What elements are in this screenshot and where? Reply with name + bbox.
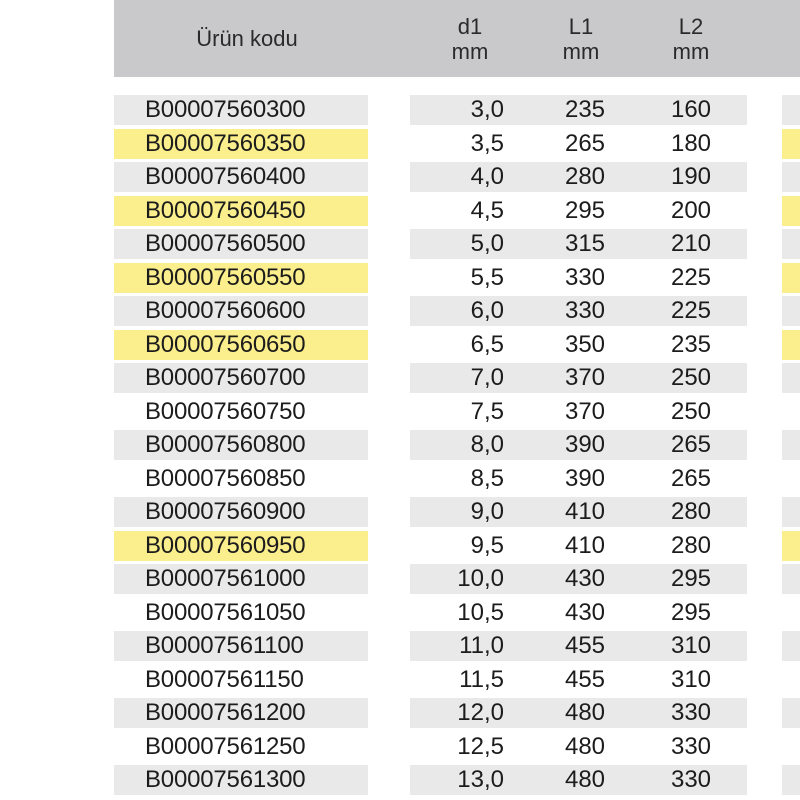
dimension-cells [410,296,747,326]
table-row [0,94,800,128]
l1-cell: 410 [564,498,606,525]
next-column-edge [782,598,800,628]
column-header-unit: mm [672,38,710,64]
product-code-cell: B00007560650 [114,330,368,360]
l2-cell: 250 [670,364,712,391]
table-row [0,563,800,597]
column-header-unit: mm [562,38,600,64]
d1-cell: 7,0 [470,364,504,391]
dimension-cells [410,330,747,360]
product-code-cell: B00007560350 [114,129,368,159]
l2-cell: 310 [670,665,712,693]
d1-cell: 5,0 [470,230,504,257]
column-header-label: Ürün kodu [196,26,298,51]
product-code-cell: B00007560400 [114,162,368,192]
d1-cell: 12,5 [457,732,504,760]
column-header-l1 [527,0,635,77]
product-code-cell: B00007561000 [114,564,368,594]
l1-cell: 480 [564,699,606,726]
table-row [0,731,800,765]
table-row [0,496,800,530]
dimension-cells [410,698,747,728]
d1-cell: 7,5 [470,397,504,425]
table-row [0,362,800,396]
l2-cell: 235 [670,330,712,358]
next-column-edge [782,296,800,326]
l1-cell: 430 [564,598,606,626]
dimension-cells [410,430,747,460]
l2-cell: 200 [670,196,712,224]
next-column-edge [782,497,800,527]
l1-cell: 390 [564,464,606,492]
l2-cell: 160 [670,96,712,123]
table-row [0,463,800,497]
next-column-edge [782,698,800,728]
column-header-unit: mm [451,38,489,64]
d1-cell: 9,5 [470,531,504,559]
l2-cell: 310 [670,632,712,659]
product-code-cell: B00007560300 [114,95,368,125]
dimension-cells [410,129,747,159]
column-header-label: L1 [568,13,594,39]
next-column-edge [782,430,800,460]
table-row [0,597,800,631]
column-header-d1 [410,0,530,77]
l1-cell: 350 [564,330,606,358]
l2-cell: 180 [670,129,712,157]
product-code-cell: B00007560900 [114,497,368,527]
column-header-product-code [114,0,380,77]
product-code-cell: B00007561300 [114,765,368,795]
l1-cell: 455 [564,632,606,659]
next-column-edge [782,732,800,762]
l2-cell: 190 [670,163,712,190]
l1-cell: 455 [564,665,606,693]
l1-cell: 370 [564,364,606,391]
column-header-l2 [635,0,747,77]
dimension-cells [410,464,747,494]
l1-cell: 480 [564,766,606,793]
table-row [0,764,800,798]
next-column-edge [782,631,800,661]
l2-cell: 295 [670,598,712,626]
next-column-edge [782,95,800,125]
l1-cell: 370 [564,397,606,425]
d1-cell: 3,5 [470,129,504,157]
dimension-cells [410,95,747,125]
table-row [0,664,800,698]
product-table-body [0,94,800,798]
table-row [0,329,800,363]
d1-cell: 4,5 [470,196,504,224]
d1-cell: 11,0 [459,632,504,659]
l1-cell: 330 [564,263,606,291]
product-code-cell: B00007561100 [114,631,368,661]
column-header-label: d1 [457,13,483,39]
next-column-edge [782,464,800,494]
l2-cell: 330 [670,766,712,793]
next-column-edge [782,564,800,594]
product-code-cell: B00007560500 [114,229,368,259]
l2-cell: 265 [670,431,712,458]
product-code-cell: B00007560550 [114,263,368,293]
dimension-cells [410,564,747,594]
l2-cell: 330 [670,732,712,760]
l2-cell: 210 [670,230,712,257]
table-row [0,630,800,664]
table-row [0,530,800,564]
next-column-edge [782,330,800,360]
product-code-cell: B00007560750 [145,397,306,425]
l2-cell: 295 [670,565,712,592]
l1-cell: 265 [564,129,606,157]
d1-cell: 12,0 [457,699,504,726]
d1-cell: 5,5 [470,263,504,291]
l1-cell: 480 [564,732,606,760]
product-code-cell: B00007561150 [145,665,304,693]
d1-cell: 10,5 [457,598,504,626]
next-column-edge [782,363,800,393]
l2-cell: 225 [670,263,712,291]
product-code-cell: B00007560700 [114,363,368,393]
product-code-cell: B00007560450 [114,196,368,226]
l1-cell: 430 [564,565,606,592]
product-code-cell: B00007561250 [145,732,306,760]
d1-cell: 8,0 [470,431,504,458]
l2-cell: 330 [670,699,712,726]
d1-cell: 11,5 [459,665,504,693]
l1-cell: 315 [564,230,606,257]
d1-cell: 3,0 [470,96,504,123]
next-column-edge [782,397,800,427]
product-code-cell: B00007560600 [114,296,368,326]
dimension-cells [410,598,747,628]
l1-cell: 235 [564,96,606,123]
next-column-edge [782,196,800,226]
d1-cell: 6,5 [470,330,504,358]
table-row [0,396,800,430]
table-row [0,262,800,296]
l1-cell: 280 [564,163,606,190]
dimension-cells [410,765,747,795]
dimension-cells [410,229,747,259]
d1-cell: 13,0 [457,766,504,793]
dimension-cells [410,531,747,561]
table-row [0,429,800,463]
d1-cell: 6,0 [470,297,504,324]
dimension-cells [410,631,747,661]
next-column-edge [782,129,800,159]
l1-cell: 330 [564,297,606,324]
dimension-cells [410,263,747,293]
table-row [0,161,800,195]
l2-cell: 265 [670,464,712,492]
dimension-cells [410,363,747,393]
table-row [0,128,800,162]
table-row [0,697,800,731]
dimension-cells [410,497,747,527]
product-code-cell: B00007560850 [145,464,306,492]
next-column-edge [782,229,800,259]
d1-cell: 4,0 [470,163,504,190]
column-header-label: L2 [678,13,704,39]
d1-cell: 10,0 [457,565,504,592]
table-row [0,228,800,262]
l2-cell: 250 [670,397,712,425]
table-row [0,295,800,329]
product-code-cell: B00007560950 [114,531,368,561]
table-row [0,195,800,229]
next-column-edge [782,263,800,293]
l1-cell: 390 [564,431,606,458]
d1-cell: 9,0 [470,498,504,525]
next-column-edge [782,765,800,795]
l2-cell: 280 [670,498,712,525]
dimension-cells [410,665,747,695]
dimension-cells [410,162,747,192]
l1-cell: 410 [564,531,606,559]
next-column-edge [782,531,800,561]
l2-cell: 280 [670,531,712,559]
product-code-cell: B00007561050 [145,598,306,626]
l2-cell: 225 [670,297,712,324]
l1-cell: 295 [564,196,606,224]
product-code-cell: B00007561200 [114,698,368,728]
dimension-cells [410,196,747,226]
next-column-edge [782,162,800,192]
next-column-edge [782,665,800,695]
product-code-cell: B00007560800 [114,430,368,460]
d1-cell: 8,5 [470,464,504,492]
dimension-cells [410,732,747,762]
dimension-cells [410,397,747,427]
